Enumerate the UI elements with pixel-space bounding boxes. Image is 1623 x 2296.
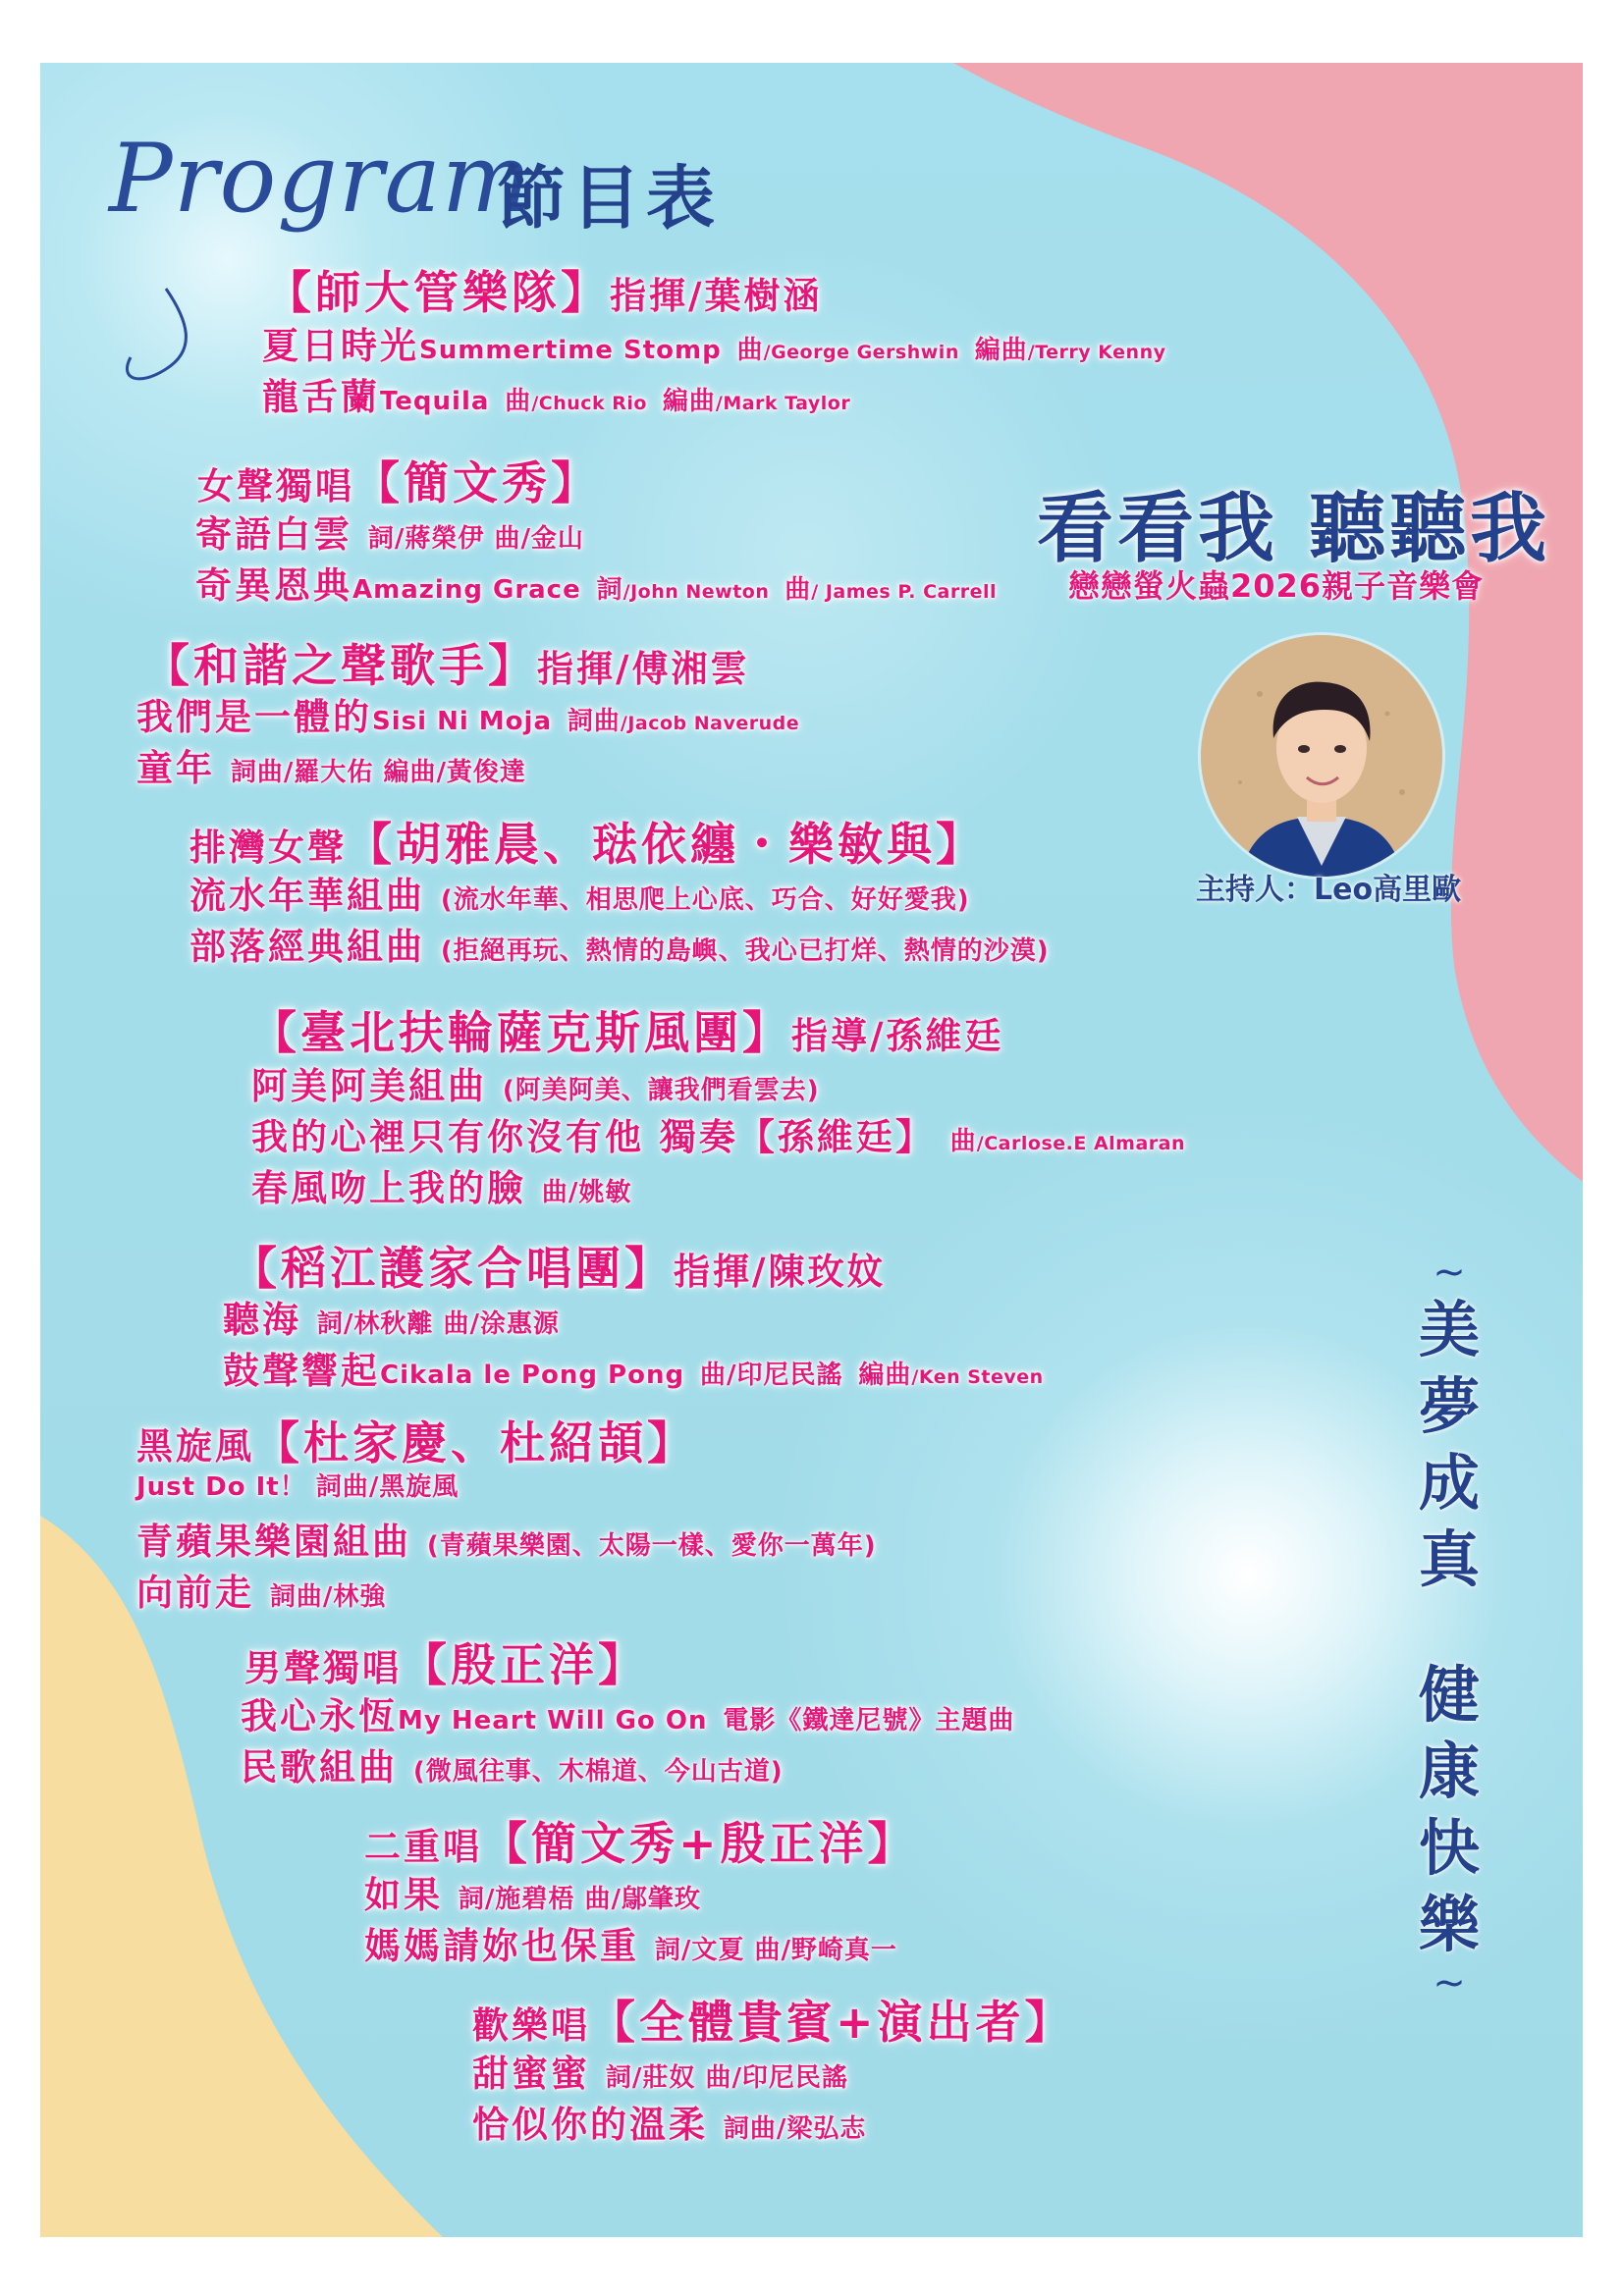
credit-role: 曲 — [949, 1127, 977, 1156]
piece — [136, 687, 799, 740]
program-group-10 — [472, 1987, 1074, 2052]
piece-title: 向前走 — [136, 1572, 254, 1614]
program-group-9 — [364, 1808, 917, 1873]
piece-latin: My Heart Will Go On — [398, 1706, 708, 1735]
piece — [251, 1056, 820, 1109]
group-role: 指導/孫維廷 — [791, 1015, 1004, 1057]
group-name: 【殷正洋】 — [402, 1638, 647, 1691]
piece-note: 電影《鐵達尼號》主題曲 — [723, 1706, 1015, 1735]
piece-title: 流水年華組曲 — [189, 875, 425, 917]
credit-name: /Mark Taylor — [715, 393, 851, 414]
credit-name: /Carlose.E Almaran — [976, 1133, 1185, 1154]
piece — [195, 505, 584, 558]
piece — [223, 1290, 560, 1343]
piece-latin: Sisi Ni Moja — [372, 707, 552, 736]
piece — [136, 1563, 386, 1616]
slogan-char: 夢 — [1418, 1370, 1480, 1442]
piece — [262, 316, 1165, 369]
piece-title: 恰似你的溫柔 — [472, 2104, 708, 2146]
piece-title: 聽海 — [223, 1299, 301, 1341]
piece-credit: 詞/林秋離 曲/涂惠源 — [316, 1309, 560, 1339]
group-name: 【臺北扶輪薩克斯風團】 — [251, 1006, 791, 1059]
group-role: 指揮/葉樹涵 — [610, 275, 823, 317]
credit-role: 編曲 — [858, 1361, 912, 1390]
credit-name: /George Gershwin — [763, 342, 959, 363]
piece-credit: 詞曲/羅大佑 編曲/黃俊達 — [230, 758, 526, 787]
piece — [136, 1467, 459, 1503]
piece — [195, 556, 997, 609]
piece-title: 龍舌蘭 — [262, 376, 380, 418]
credit-role: 編曲 — [974, 336, 1028, 365]
slogan-char: 真 — [1418, 1523, 1480, 1595]
credit-role: 編曲 — [662, 387, 716, 416]
piece-title: 我的心裡只有你沒有他 — [251, 1116, 644, 1158]
piece-title: 阿美阿美組曲 — [251, 1065, 487, 1107]
program-zh-title: 節目表 — [497, 158, 721, 239]
piece-credit: 詞/文夏 曲/野崎真一 — [654, 1936, 897, 1965]
piece-note: (微風往事、木棉道、今山古道) — [412, 1757, 784, 1787]
piece-credit: 詞/施碧梧 曲/鄔肇玫 — [458, 1885, 701, 1914]
group-name: 【稻江護家合唱團】 — [232, 1242, 674, 1295]
piece — [241, 1686, 1014, 1739]
piece — [364, 1865, 701, 1918]
piece-credit: 曲/姚敏 — [541, 1178, 632, 1207]
group-name: 【和諧之聲歌手】 — [144, 639, 537, 692]
group-prefix: 排灣女聲 — [189, 827, 347, 869]
host-label: 主持人：Leo高里歐 — [1196, 873, 1462, 907]
piece-title: 如果 — [364, 1874, 443, 1916]
slogan-char: 康 — [1418, 1735, 1480, 1807]
group-prefix: 黑旋風 — [136, 1425, 254, 1468]
credit-role: 詞曲 — [567, 707, 621, 736]
piece-title: 青蘋果樂園組曲 — [136, 1521, 411, 1563]
program-group-8 — [244, 1629, 647, 1694]
piece — [472, 2044, 848, 2097]
program-group-2 — [197, 448, 600, 512]
group-role: 指揮/陳玫妏 — [674, 1251, 887, 1293]
program-script-title: Program — [109, 124, 532, 234]
piece-title: 媽媽請妳也保重 — [364, 1925, 639, 1967]
credit-name: /Jacob Naverude — [620, 713, 800, 734]
group-prefix: 二重唱 — [364, 1826, 482, 1868]
vertical-slogan — [1405, 1250, 1493, 2005]
piece-latin: Cikala le Pong Pong — [380, 1361, 685, 1390]
piece-note: (青蘋果樂園、太陽一樣、愛你一萬年) — [426, 1531, 877, 1561]
program-group-6 — [232, 1233, 887, 1298]
credit-name: /Ken Steven — [911, 1366, 1044, 1388]
credit-name: / James P. Carrell — [811, 581, 998, 603]
slogan-char: 健 — [1418, 1659, 1480, 1731]
program-group-3 — [144, 630, 750, 695]
group-name: 【簡文秀】 — [354, 456, 600, 509]
piece — [223, 1341, 1044, 1394]
group-role: 指揮/傅湘雲 — [537, 648, 750, 690]
piece-title: 部落經典組曲 — [189, 926, 425, 968]
event-subtitle: 戀戀螢火蟲2026親子音樂會 — [1068, 567, 1485, 605]
slogan-char: 成 — [1418, 1447, 1480, 1519]
piece-note: (拒絕再玩、熱情的島嶼、我心已打烊、熱情的沙漠) — [440, 936, 1050, 966]
piece — [241, 1737, 784, 1790]
solo-name: 【孫維廷】 — [737, 1116, 935, 1158]
piece-title: 我們是一體的 — [136, 696, 372, 738]
group-prefix: 男聲獨唱 — [244, 1647, 402, 1689]
piece — [472, 2095, 866, 2148]
slogan-char: 樂 — [1418, 1889, 1480, 1960]
piece — [189, 917, 1050, 970]
piece — [136, 1512, 877, 1565]
group-name: 【胡雅晨、琺依纏・樂敏與】 — [347, 818, 985, 871]
piece-credit: 詞/莊奴 曲/印尼民謠 — [605, 2063, 848, 2093]
credit-role: 曲 — [784, 575, 812, 605]
slogan-char: 美 — [1418, 1294, 1480, 1365]
credit-name: /Chuck Rio — [531, 393, 647, 414]
piece-latin: Tequila — [380, 387, 490, 416]
solo-label: 獨奏 — [659, 1116, 738, 1158]
program-group-5 — [251, 997, 1004, 1062]
piece-title: 民歌組曲 — [241, 1746, 398, 1789]
piece-title: 寄語白雲 — [195, 513, 352, 556]
credit-name: /John Newton — [622, 581, 770, 603]
piece — [364, 1916, 897, 1969]
piece — [251, 1107, 1185, 1160]
piece-credit: 詞曲/梁弘志 — [723, 2114, 867, 2144]
program-group-4 — [189, 809, 985, 874]
tilde-mark: ~ — [1433, 1960, 1466, 2005]
event-title: 看看我 聽聽我 — [1037, 485, 1551, 573]
group-name: 【師大管樂隊】 — [266, 266, 610, 319]
piece-latin: Just Do It！ — [136, 1472, 306, 1502]
credit-name: /Terry Kenny — [1027, 342, 1166, 363]
piece-title: 我心永恆 — [241, 1695, 398, 1737]
piece-latin: Amazing Grace — [352, 575, 581, 605]
piece-credit: 詞曲/林強 — [269, 1582, 387, 1612]
program-group-7 — [136, 1408, 696, 1472]
program-swash — [127, 289, 186, 379]
piece-title: 甜蜜蜜 — [472, 2053, 590, 2095]
slogan-char: 快 — [1418, 1812, 1480, 1884]
group-prefix: 女聲獨唱 — [197, 465, 354, 507]
piece — [189, 866, 970, 919]
piece-title: 鼓聲響起 — [223, 1350, 380, 1392]
piece-note: (流水年華、相思爬上心底、巧合、好好愛我) — [440, 885, 970, 915]
group-name: 【杜家慶、杜紹頡】 — [254, 1416, 696, 1469]
credit-role: 曲 — [736, 336, 764, 365]
piece-title: 夏日時光 — [262, 325, 419, 367]
host-photo — [1201, 635, 1442, 877]
piece — [251, 1158, 631, 1211]
piece — [262, 367, 850, 420]
piece-credit: 詞曲/黑旋風 — [315, 1472, 460, 1502]
group-name: 【簡文秀+殷正洋】 — [482, 1817, 917, 1870]
tilde-mark: ~ — [1433, 1250, 1466, 1295]
piece-title: 春風吻上我的臉 — [251, 1167, 526, 1209]
piece-credit: 詞/蔣榮伊 曲/金山 — [367, 524, 584, 554]
piece-title: 童年 — [136, 747, 215, 789]
program-group-1 — [266, 257, 823, 322]
piece — [136, 738, 526, 791]
piece-title: 奇異恩典 — [195, 564, 352, 607]
group-name: 【全體貴賓+演出者】 — [590, 1996, 1074, 2049]
piece-latin: Summertime Stomp — [419, 336, 722, 365]
credit-role: 曲 — [505, 387, 532, 416]
poster — [40, 63, 1583, 2237]
group-prefix: 歡樂唱 — [472, 2004, 590, 2047]
pink-corner-shape — [953, 63, 1583, 1182]
credit-role: 詞 — [596, 575, 623, 605]
credit-role: 曲/印尼民謠 — [699, 1361, 843, 1390]
piece-note: (阿美阿美、讓我們看雲去) — [502, 1076, 820, 1105]
